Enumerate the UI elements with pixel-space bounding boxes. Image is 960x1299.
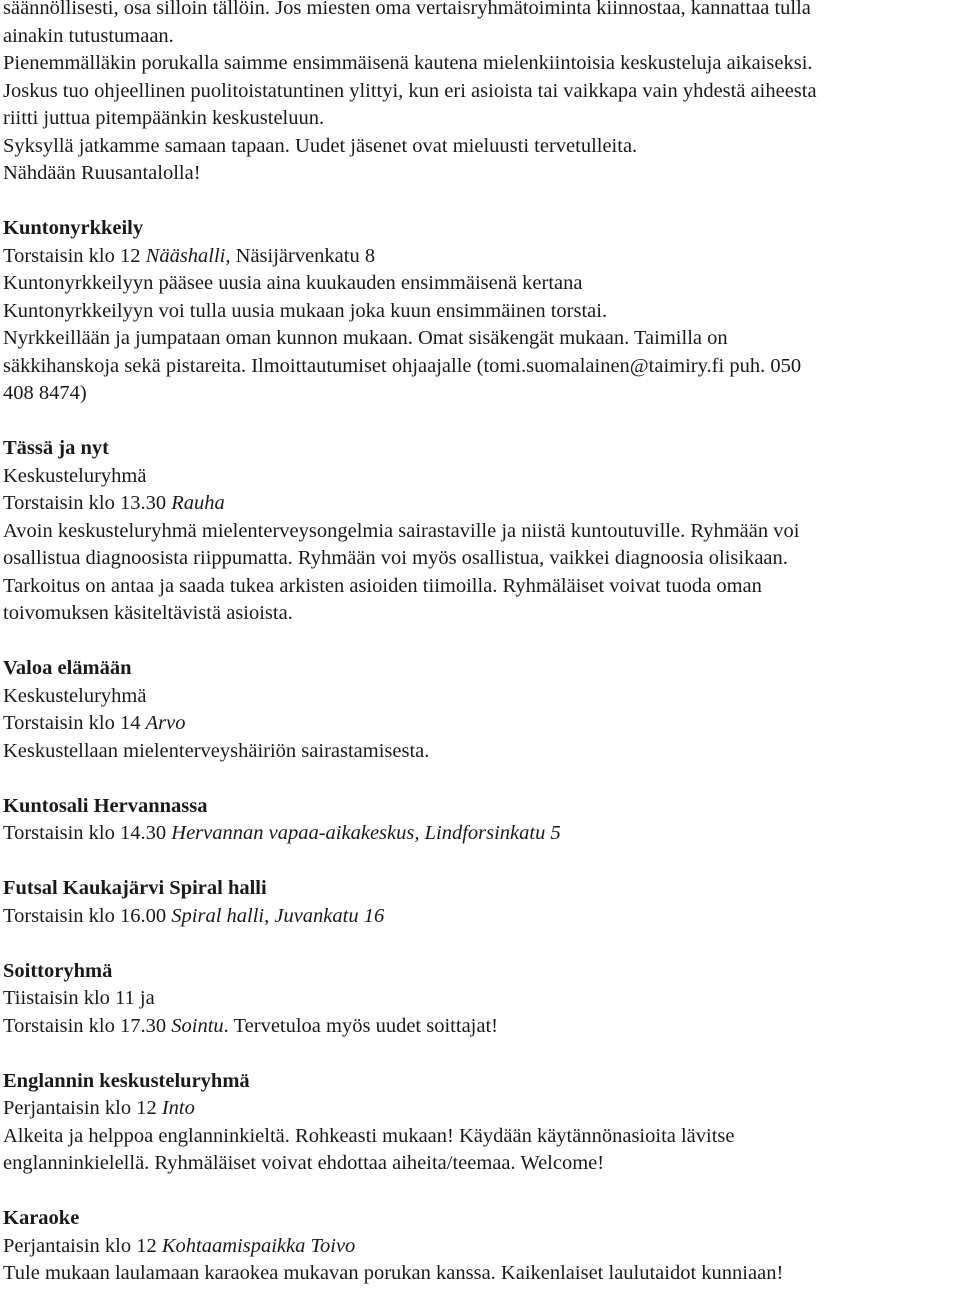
schedule-line bbox=[3, 1013, 959, 1041]
section-gap bbox=[3, 188, 959, 216]
body-line: Avoin keskusteluryhmä mielenterveysongelmia sairastaville ja niistä kuntoutuville. Ryhmään voi bbox=[3, 519, 800, 542]
section-gap bbox=[3, 628, 959, 656]
schedule-place: Rauha bbox=[171, 492, 225, 514]
section-soittoryhma bbox=[3, 958, 959, 1041]
intro-line: ainakin tutustumaan. bbox=[3, 24, 174, 47]
schedule-time: Torstaisin klo 17.30 bbox=[3, 1014, 172, 1037]
schedule-place: Nääshalli, bbox=[145, 244, 231, 267]
section-subtitle: Keskusteluryhmä bbox=[3, 464, 147, 487]
schedule-time: Torstaisin klo 12 bbox=[3, 244, 146, 267]
schedule-place: Sointu bbox=[171, 1014, 224, 1037]
body-line: osallistua diagnoosista riippumatta. Ryhmään voi myös osallistua, vaikkei diagnoosia olisikaan. bbox=[3, 547, 788, 569]
schedule-place: Arvo bbox=[145, 712, 186, 734]
section-title: Karaoke bbox=[3, 1207, 80, 1229]
schedule-time: Torstaisin klo 13.30 bbox=[3, 492, 172, 514]
body-line: Keskustellaan mielenterveyshäiriön sairastamisesta. bbox=[3, 739, 430, 762]
body-line: Kuntonyrkkeilyyn voi tulla uusia mukaan joka kuun ensimmäinen torstai. bbox=[3, 299, 608, 322]
intro-line: Nähdään Ruusantalolla! bbox=[3, 162, 201, 184]
section-gap bbox=[3, 1178, 959, 1206]
schedule-place: Spiral halli, Juvankatu 16 bbox=[171, 904, 385, 927]
schedule-place: Into bbox=[161, 1097, 195, 1119]
body-line: 408 8474) bbox=[3, 382, 87, 404]
schedule-address: Näsijärvenkatu 8 bbox=[230, 244, 376, 267]
section-tassa-ja-nyt bbox=[3, 435, 959, 628]
schedule-line bbox=[3, 490, 959, 518]
section-gap bbox=[3, 848, 959, 876]
body-line: Kuntonyrkkeilyyn pääsee uusia aina kuukauden ensimmäisenä kertana bbox=[3, 272, 583, 294]
schedule-line bbox=[3, 903, 959, 931]
section-kuntosali bbox=[3, 793, 959, 848]
schedule-time: Perjantaisin klo 12 bbox=[3, 1097, 162, 1119]
section-title: Kuntonyrkkeily bbox=[3, 217, 144, 239]
schedule-time: Torstaisin klo 16.00 bbox=[3, 904, 172, 927]
body-line: säkkihanskoja sekä pistareita. Ilmoittautumiset ohjaajalle (tomi.suomalainen@taimiry.fi puh. 050 bbox=[3, 354, 802, 377]
document-page bbox=[3, 0, 959, 1288]
intro-line: riitti juttua pitempäänkin keskusteluun. bbox=[3, 107, 325, 129]
section-title: Englannin keskusteluryhmä bbox=[3, 1069, 250, 1092]
section-futsal bbox=[3, 875, 959, 930]
section-valoa-elamaan bbox=[3, 655, 959, 765]
section-gap bbox=[3, 765, 959, 793]
section-title: Kuntosali Hervannassa bbox=[3, 794, 208, 817]
body-line: toivomuksen käsiteltävistä asioista. bbox=[3, 602, 293, 624]
intro-line: Pienemmälläkin porukalla saimme ensimmäisenä kautena mielenkiintoisia keskusteluja aikaiseksi. bbox=[3, 52, 813, 74]
schedule-line bbox=[3, 820, 959, 848]
section-subtitle: Keskusteluryhmä bbox=[3, 684, 147, 707]
section-gap bbox=[3, 408, 959, 436]
intro-section bbox=[3, 0, 959, 188]
schedule-time: Perjantaisin klo 12 bbox=[3, 1234, 162, 1257]
schedule-line: Tiistaisin klo 11 ja bbox=[3, 987, 155, 1009]
section-karaoke bbox=[3, 1205, 959, 1288]
body-line: englanninkielellä. Ryhmäläiset voivat ehdottaa aiheita/teemaa. Welcome! bbox=[3, 1152, 605, 1174]
section-title: Valoa elämään bbox=[3, 657, 132, 679]
section-title: Tässä ja nyt bbox=[3, 437, 109, 459]
section-gap bbox=[3, 1040, 959, 1068]
section-kuntonyrkkeily bbox=[3, 215, 959, 408]
body-line: Tule mukaan laulamaan karaokea mukavan porukan kanssa. Kaikenlaiset laulutaidot kunniaan! bbox=[3, 1262, 784, 1284]
intro-line: Joskus tuo ohjeellinen puolitoistatuntinen ylittyi, kun eri asioista tai vaikkapa vain yhdestä aiheesta bbox=[3, 79, 817, 102]
section-gap bbox=[3, 930, 959, 958]
schedule-time: Torstaisin klo 14.30 bbox=[3, 822, 172, 844]
schedule-line bbox=[3, 710, 959, 738]
intro-line: säännöllisesti, osa silloin tällöin. Jos miesten oma vertaisryhmätoiminta kiinnostaa, kannattaa tulla bbox=[3, 0, 811, 19]
schedule-note: . Tervetuloa myös uudet soittajat! bbox=[223, 1014, 498, 1037]
schedule-time: Torstaisin klo 14 bbox=[3, 712, 146, 734]
intro-line: Syksyllä jatkamme samaan tapaan. Uudet jäsenet ovat mieluusti tervetulleita. bbox=[3, 134, 638, 157]
body-line: Alkeita ja helppoa englanninkieltä. Rohkeasti mukaan! Käydään käytännönasioita lävitse bbox=[3, 1124, 735, 1147]
section-englanti bbox=[3, 1068, 959, 1178]
schedule-line bbox=[3, 1233, 959, 1261]
schedule-line bbox=[3, 243, 959, 271]
body-line: Tarkoitus on antaa ja saada tukea arkisten asioiden tiimoilla. Ryhmäläiset voivat tuoda oman bbox=[3, 574, 762, 597]
schedule-place: Kohtaamispaikka Toivo bbox=[161, 1234, 356, 1257]
body-line: Nyrkkeillään ja jumpataan oman kunnon mukaan. Omat sisäkengät mukaan. Taimilla on bbox=[3, 327, 728, 349]
schedule-line bbox=[3, 1095, 959, 1123]
section-title: Soittoryhmä bbox=[3, 959, 113, 982]
section-title: Futsal Kaukajärvi Spiral halli bbox=[3, 877, 267, 899]
schedule-place: Hervannan vapaa-aikakeskus, Lindforsinkatu 5 bbox=[171, 822, 561, 844]
